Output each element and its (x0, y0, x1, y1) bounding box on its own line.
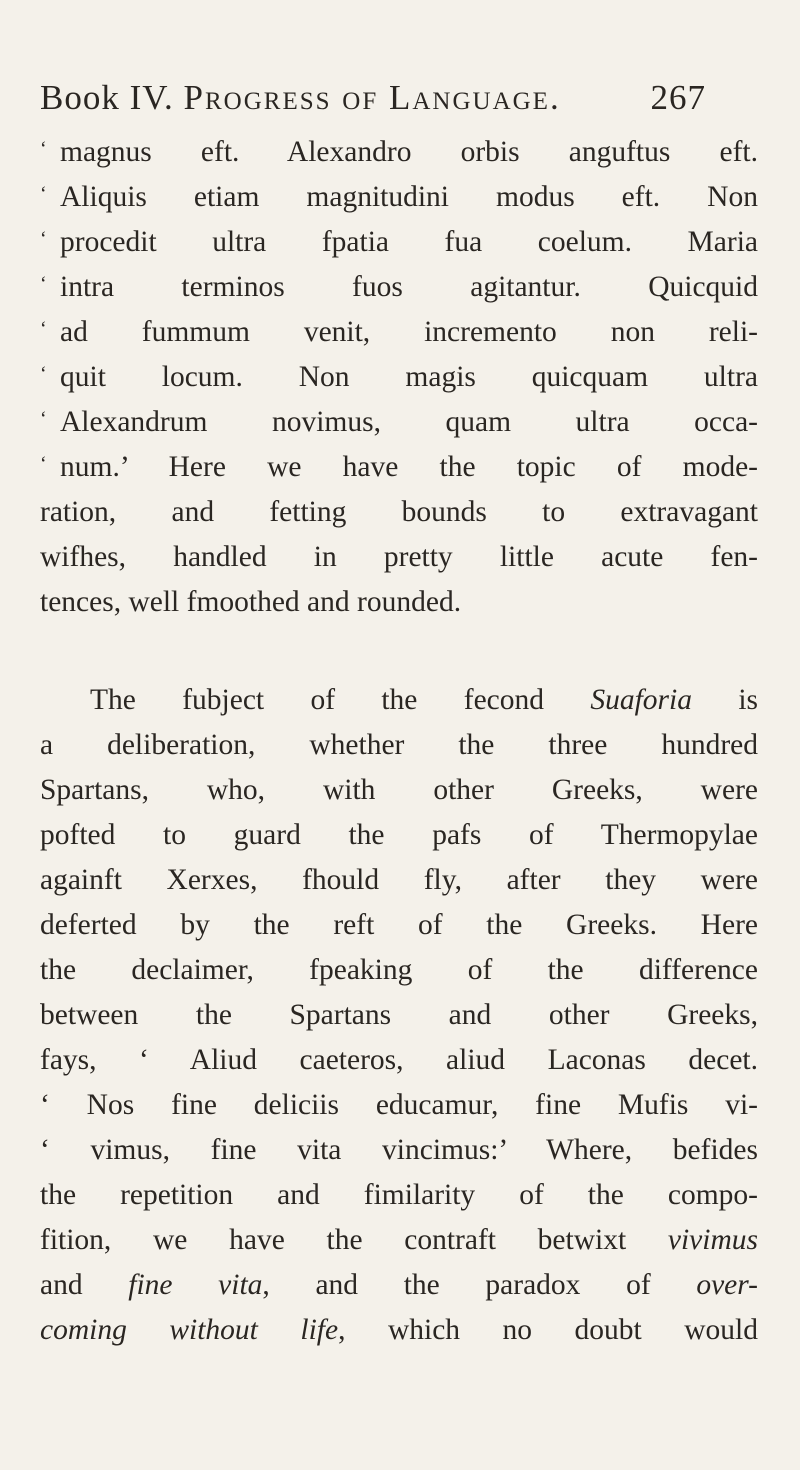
text-line (40, 580, 758, 625)
text-line (40, 1308, 758, 1353)
line-text: intra terminos fuos agitantur. Quicquid (60, 271, 758, 303)
text-line (40, 1083, 758, 1128)
text-line (40, 535, 758, 580)
line-text: fays, ‘ Aliud caeteros, aliud Laconas decet. (40, 1044, 758, 1076)
line-text: ration, and fetting bounds to extravagant (40, 496, 758, 528)
running-head (40, 78, 758, 128)
line-text: between the Spartans and other Greeks, (40, 999, 758, 1031)
line-text: Aliquis etiam magnitudini modus eft. Non (60, 181, 758, 213)
line-text: is (691, 684, 759, 716)
line-text: againft Xerxes, fhould fly, after they were (40, 864, 758, 896)
quote-mark: ‘ (40, 453, 47, 475)
text-line (40, 355, 758, 400)
line-text: and (40, 1269, 129, 1301)
quote-mark: ‘ (40, 363, 47, 385)
text-line (40, 723, 758, 768)
italic-text: vivimus (667, 1224, 758, 1256)
line-text: num.’ Here we have the topic of mode- (60, 451, 758, 483)
text-line (40, 678, 758, 723)
paragraph (40, 678, 758, 1353)
line-text: deferted by the reft of the Greeks. Here (40, 909, 758, 941)
text-line (40, 445, 758, 490)
text-line (40, 490, 758, 535)
chapter-title: Progress of Language. (183, 78, 561, 117)
line-text: quit locum. Non magis quicquam ultra (60, 361, 758, 393)
line-text: magnus eft. Alexandro orbis anguftus eft. (60, 136, 758, 168)
quote-mark: ‘ (40, 228, 47, 250)
text-line (40, 1038, 758, 1083)
quote-mark: ‘ (40, 408, 47, 430)
text-line (40, 1173, 758, 1218)
italic-text: fine vita (128, 1269, 263, 1301)
paragraph-gap (40, 625, 758, 678)
text-line (40, 1128, 758, 1173)
book-label: Book IV. (40, 78, 174, 117)
text-line (40, 130, 758, 175)
page-number: 267 (650, 78, 706, 117)
line-text: pofted to guard the pafs of Thermopylae (40, 819, 758, 851)
text-line (40, 903, 758, 948)
line-text: ‘ vimus, fine vita vincimus:’ Where, befides (40, 1134, 758, 1166)
text-line (40, 993, 758, 1038)
text-line (40, 220, 758, 265)
line-text: the repetition and fimilarity of the compo- (40, 1179, 758, 1211)
paragraph (40, 130, 758, 625)
line-text: wifhes, handled in pretty little acute fen- (40, 541, 758, 573)
line-text: a deliberation, whether the three hundred (40, 729, 758, 761)
text-line (40, 175, 758, 220)
line-text: Spartans, who, with other Greeks, were (40, 774, 758, 806)
text-line (40, 948, 758, 993)
quote-mark: ‘ (40, 183, 47, 205)
text-line (40, 768, 758, 813)
italic-text: over- (696, 1269, 758, 1301)
line-text: Alexandrum novimus, quam ultra occa- (60, 406, 758, 438)
running-head-left (40, 78, 561, 118)
quote-mark: ‘ (40, 273, 47, 295)
line-text: The fubject of the fecond (90, 684, 591, 716)
line-text: , and the paradox of (262, 1269, 697, 1301)
quote-mark: ‘ (40, 138, 47, 160)
line-text: , which no doubt would (338, 1314, 758, 1346)
text-line (40, 813, 758, 858)
italic-text: coming without life (40, 1314, 339, 1346)
body-text (40, 130, 758, 1353)
quote-mark: ‘ (40, 318, 47, 340)
line-text: fition, we have the contraft betwixt (40, 1224, 668, 1256)
line-text: tences, well fmoothed and rounded. (40, 586, 462, 618)
text-line (40, 310, 758, 355)
text-line (40, 1218, 758, 1263)
italic-text: Suaforia (590, 684, 692, 716)
text-line (40, 1263, 758, 1308)
line-text: ‘ Nos fine deliciis educamur, fine Mufis vi- (40, 1089, 758, 1121)
line-text: the declaimer, fpeaking of the difference (40, 954, 758, 986)
line-text: procedit ultra fpatia fua coelum. Maria (60, 226, 758, 258)
text-line (40, 858, 758, 903)
text-line (40, 400, 758, 445)
line-text: ad fummum venit, incremento non reli- (60, 316, 758, 348)
text-line (40, 265, 758, 310)
